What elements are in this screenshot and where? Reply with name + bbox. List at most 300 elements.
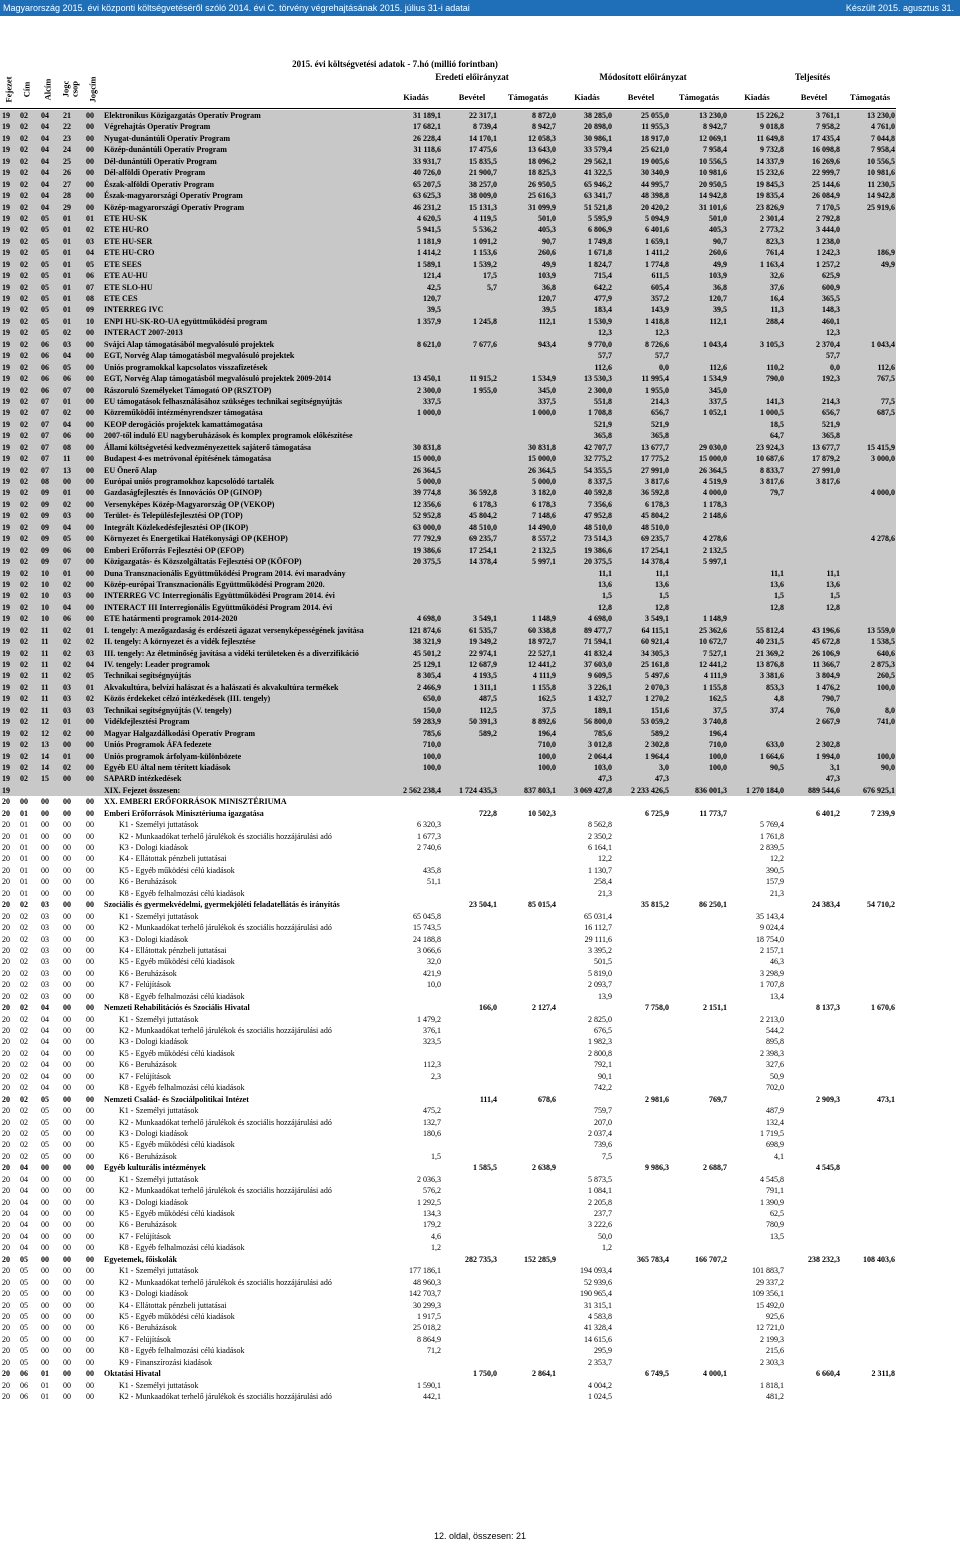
value-cell: 25 362,6 bbox=[699, 625, 727, 635]
code-cell: 02 bbox=[20, 900, 28, 910]
code-cell: 00 bbox=[63, 934, 71, 944]
table-title: 2015. évi költségvetési adatok - 7.hó (millió forintban) bbox=[292, 59, 498, 69]
value-cell: 43 196,6 bbox=[812, 625, 840, 635]
value-cell: 5 873,5 bbox=[588, 1174, 612, 1184]
value-cell: 3 298,9 bbox=[760, 968, 784, 978]
code-cell: 02 bbox=[63, 671, 71, 681]
code-cell: 07 bbox=[86, 282, 94, 292]
code-cell: 02 bbox=[20, 717, 28, 727]
table-row bbox=[0, 202, 896, 213]
item-name-cell: ETE határmenti programok 2014-2020 bbox=[104, 614, 238, 624]
code-cell: 00 bbox=[86, 1311, 94, 1321]
value-cell: 57,7 bbox=[598, 351, 612, 361]
code-cell: 00 bbox=[41, 820, 49, 830]
value-cell: 761,4 bbox=[766, 248, 784, 258]
value-cell: 1 994,0 bbox=[816, 751, 840, 761]
table-row bbox=[0, 1254, 896, 1265]
value-cell: 13,5 bbox=[770, 1231, 784, 1241]
table-row bbox=[0, 773, 896, 784]
value-cell: 63 341,7 bbox=[584, 191, 612, 201]
code-cell: 07 bbox=[41, 396, 49, 406]
code-cell: 00 bbox=[63, 980, 71, 990]
table-row bbox=[0, 247, 896, 258]
code-cell: 19 bbox=[2, 465, 10, 475]
item-name-cell: Egyéb kulturális intézmények bbox=[104, 1163, 206, 1173]
value-cell: 32,0 bbox=[427, 957, 441, 967]
item-name-cell: Integrált Közlekedésfejlesztési OP (IKOP) bbox=[104, 522, 249, 532]
value-cell: 8 892,6 bbox=[532, 717, 556, 727]
value-cell: 589,2 bbox=[479, 728, 497, 738]
value-cell: 11,1 bbox=[826, 568, 840, 578]
code-cell: 04 bbox=[86, 660, 94, 669]
table-row bbox=[0, 350, 896, 361]
code-cell: 00 bbox=[86, 728, 94, 738]
value-cell: 8 739,4 bbox=[473, 122, 497, 132]
value-cell: 65 045,8 bbox=[413, 911, 441, 921]
value-cell: 15 232,6 bbox=[756, 168, 784, 178]
code-cell: 04 bbox=[41, 156, 49, 166]
value-cell: 605,4 bbox=[651, 282, 669, 292]
code-cell: 05 bbox=[20, 1346, 28, 1356]
code-cell: 00 bbox=[41, 1300, 49, 1310]
value-cell: 345,0 bbox=[538, 385, 556, 395]
code-cell: 00 bbox=[86, 1037, 94, 1047]
value-cell: 110,2 bbox=[766, 362, 784, 372]
value-cell: 39,5 bbox=[542, 305, 556, 315]
code-cell: 00 bbox=[86, 1094, 94, 1104]
item-name-cell: Nyugat-dunántúli Operatív Program bbox=[104, 133, 231, 143]
value-cell: 1 585,5 bbox=[473, 1163, 497, 1173]
code-cell: 20 bbox=[2, 1128, 10, 1138]
value-cell: 7 958,4 bbox=[871, 145, 895, 155]
code-cell: 24 bbox=[63, 145, 71, 155]
code-cell: 00 bbox=[86, 431, 94, 441]
value-cell: 11 995,4 bbox=[641, 374, 669, 384]
code-cell: 19 bbox=[2, 534, 10, 544]
item-name-cell: Gazdaságfejlesztés és Innovációs OP (GINOP) bbox=[104, 488, 262, 498]
code-cell: 00 bbox=[86, 1209, 94, 1218]
code-cell: 05 bbox=[20, 1266, 28, 1276]
value-cell: 26 364,5 bbox=[699, 465, 727, 475]
item-name-cell: Közös érdekeket célzó intézkedések (III. tengely) bbox=[104, 694, 271, 704]
value-cell: 1 000,0 bbox=[532, 408, 556, 418]
value-cell: 1 982,3 bbox=[588, 1037, 612, 1047]
value-cell: 1 955,0 bbox=[473, 385, 497, 395]
code-cell: 01 bbox=[20, 843, 28, 852]
value-cell: 27 991,0 bbox=[641, 465, 669, 475]
value-cell: 48 510,0 bbox=[641, 522, 669, 532]
code-cell: 02 bbox=[20, 991, 28, 1001]
code-cell: 00 bbox=[86, 1071, 94, 1081]
code-cell: 00 bbox=[86, 945, 94, 955]
value-cell: 8 726,6 bbox=[645, 339, 669, 349]
value-cell: 1 163,4 bbox=[760, 259, 784, 269]
code-cell: 01 bbox=[20, 854, 28, 864]
value-cell: 13,6 bbox=[770, 579, 784, 589]
item-name-cell: Technikai segítségnyújtás (V. tengely) bbox=[104, 705, 232, 715]
value-cell: 1 917,5 bbox=[417, 1311, 441, 1321]
code-cell: 02 bbox=[20, 442, 28, 452]
table-row bbox=[0, 1082, 896, 1093]
value-cell: 1 774,8 bbox=[645, 259, 669, 269]
value-cell: 32 775,2 bbox=[584, 454, 612, 464]
table-row bbox=[0, 1219, 896, 1230]
code-cell: 02 bbox=[20, 1106, 28, 1116]
table-row bbox=[0, 1014, 896, 1025]
code-cell: 01 bbox=[86, 213, 94, 223]
value-cell: 103,0 bbox=[594, 762, 612, 772]
code-cell: 00 bbox=[86, 545, 94, 555]
value-cell: 25 144,6 bbox=[812, 179, 840, 189]
code-cell: 00 bbox=[63, 1163, 71, 1173]
item-name-cell: Akvakultúra, belvízi halászat és a halászati és akvakultúra termékek bbox=[104, 682, 339, 692]
table-row bbox=[0, 110, 896, 121]
value-cell: 47,3 bbox=[598, 774, 612, 784]
column-header-jogcim: Jogcím bbox=[87, 76, 98, 102]
item-name-cell: INTERACT III Interregionális Együttműködési Program 2014. évi bbox=[104, 602, 333, 612]
code-cell: 04 bbox=[20, 1186, 28, 1196]
column-header-alcim: Alcím bbox=[42, 78, 53, 100]
value-cell: 13 677,7 bbox=[812, 442, 840, 452]
value-cell: 37,6 bbox=[770, 282, 784, 292]
code-cell: 02 bbox=[20, 454, 28, 464]
code-cell: 02 bbox=[20, 694, 28, 704]
table-row bbox=[0, 842, 896, 853]
value-cell: 13,6 bbox=[598, 579, 612, 589]
page-footer: 12. oldal, összesen: 21 bbox=[433, 1531, 527, 1541]
code-cell: 20 bbox=[2, 1014, 10, 1024]
code-cell: 07 bbox=[41, 431, 49, 441]
item-name-cell: K6 - Beruházások bbox=[119, 1220, 177, 1230]
item-name-cell: Uniós programok árfolyam-különbözete bbox=[104, 751, 242, 761]
value-cell: 8 942,7 bbox=[532, 122, 556, 132]
item-name-cell: Végrehajtás Operatív Program bbox=[104, 122, 211, 132]
code-cell: 02 bbox=[20, 499, 28, 509]
table-row bbox=[0, 1288, 896, 1299]
value-cell: 26 084,9 bbox=[812, 191, 840, 201]
item-name-cell: Terület- és Településfejlesztési OP (TOP) bbox=[104, 511, 243, 521]
code-cell: 02 bbox=[86, 225, 94, 235]
table-row bbox=[0, 1208, 896, 1219]
item-name-cell: K2 - Munkaadókat terhelő járulékok és szociális hozzájárulási adó bbox=[119, 923, 332, 933]
table-row bbox=[0, 831, 896, 842]
code-cell: 00 bbox=[86, 1140, 94, 1150]
code-cell: 02 bbox=[20, 168, 28, 178]
code-cell: 00 bbox=[86, 374, 94, 384]
value-cell: 54 355,5 bbox=[584, 465, 612, 475]
value-cell: 1 534,9 bbox=[532, 374, 556, 384]
value-cell: 15 000,0 bbox=[413, 454, 441, 464]
value-cell: 26 228,4 bbox=[413, 133, 441, 143]
value-cell: 742,2 bbox=[594, 1083, 612, 1093]
value-cell: 180,6 bbox=[423, 1128, 441, 1138]
code-cell: 09 bbox=[41, 545, 49, 555]
table-row bbox=[0, 1059, 896, 1070]
value-cell: 30 831,8 bbox=[413, 442, 441, 452]
code-cell: 19 bbox=[2, 762, 10, 772]
code-cell: 00 bbox=[63, 1243, 71, 1253]
item-name-cell: K6 - Beruházások bbox=[119, 877, 177, 887]
value-cell: 2 839,5 bbox=[760, 843, 784, 852]
table-row bbox=[0, 968, 896, 979]
value-cell: 90,7 bbox=[542, 236, 556, 246]
value-cell: 33 931,7 bbox=[413, 156, 441, 166]
value-cell: 10 981,6 bbox=[699, 168, 727, 178]
value-cell: 18,5 bbox=[770, 419, 784, 429]
code-cell: 10 bbox=[41, 602, 49, 612]
value-cell: 14 490,0 bbox=[528, 522, 556, 532]
value-cell: 642,2 bbox=[594, 282, 612, 292]
code-cell: 00 bbox=[41, 831, 49, 841]
value-cell: 51 521,8 bbox=[584, 202, 612, 212]
code-cell: 04 bbox=[41, 1014, 49, 1024]
value-cell: 189,1 bbox=[594, 705, 612, 715]
code-cell: 06 bbox=[41, 351, 49, 361]
value-cell: 2 875,3 bbox=[871, 660, 895, 669]
code-cell: 04 bbox=[41, 1048, 49, 1058]
value-cell: 166,0 bbox=[479, 1003, 497, 1013]
created-date: Készült 2015. agusztus 31. bbox=[845, 3, 954, 13]
value-cell: 2 398,3 bbox=[760, 1048, 784, 1058]
code-cell: 00 bbox=[63, 831, 71, 841]
value-cell: 90,5 bbox=[770, 762, 784, 772]
value-cell: 1 708,8 bbox=[588, 408, 612, 418]
code-cell: 20 bbox=[2, 888, 10, 898]
code-cell: 01 bbox=[63, 305, 71, 315]
code-cell: 10 bbox=[41, 591, 49, 601]
code-cell: 02 bbox=[86, 637, 94, 647]
item-name-cell: K1 - Személyi juttatások bbox=[119, 911, 199, 921]
code-cell: 00 bbox=[63, 1220, 71, 1230]
value-cell: 1 153,6 bbox=[473, 248, 497, 258]
value-cell: 722,8 bbox=[479, 808, 497, 818]
value-cell: 759,7 bbox=[594, 1106, 612, 1116]
table-row bbox=[0, 133, 896, 144]
code-cell: 04 bbox=[41, 1026, 49, 1035]
code-cell: 00 bbox=[63, 854, 71, 864]
value-cell: 2 800,8 bbox=[588, 1048, 612, 1058]
value-cell: 47,3 bbox=[826, 774, 840, 784]
value-cell: 2 302,8 bbox=[816, 740, 840, 750]
code-cell: 02 bbox=[20, 328, 28, 338]
value-cell: 45 804,2 bbox=[641, 511, 669, 521]
code-cell: 02 bbox=[63, 648, 71, 658]
code-cell: 19 bbox=[2, 682, 10, 692]
value-cell: 13,4 bbox=[770, 991, 784, 1001]
value-cell: 42 707,7 bbox=[584, 442, 612, 452]
code-cell: 02 bbox=[20, 1003, 28, 1013]
value-cell: 1,5 bbox=[659, 591, 669, 601]
table-row bbox=[0, 236, 896, 247]
value-cell: 4,1 bbox=[774, 1151, 784, 1161]
code-cell: 03 bbox=[41, 968, 49, 978]
value-cell: 214,3 bbox=[822, 396, 840, 406]
code-cell: 06 bbox=[63, 545, 71, 555]
code-cell: 02 bbox=[20, 762, 28, 772]
value-cell: 780,9 bbox=[766, 1220, 784, 1230]
code-cell: 20 bbox=[2, 1106, 10, 1116]
code-cell: 00 bbox=[86, 808, 94, 818]
code-cell: 00 bbox=[86, 1083, 94, 1093]
value-cell: 4,8 bbox=[774, 694, 784, 704]
table-row bbox=[0, 476, 896, 487]
code-cell: 19 bbox=[2, 431, 10, 441]
value-cell: 14 615,6 bbox=[584, 1334, 612, 1344]
code-cell: 02 bbox=[20, 923, 28, 933]
value-cell: 6 178,3 bbox=[473, 499, 497, 509]
value-cell: 7 958,4 bbox=[703, 145, 727, 155]
code-cell: 09 bbox=[41, 557, 49, 567]
code-cell: 00 bbox=[41, 1346, 49, 1356]
code-cell: 04 bbox=[20, 1243, 28, 1253]
code-cell: 02 bbox=[20, 934, 28, 944]
table-row bbox=[0, 1094, 896, 1105]
code-cell: 05 bbox=[41, 1128, 49, 1138]
value-cell: 2 093,7 bbox=[588, 980, 612, 990]
value-cell: 57,7 bbox=[655, 351, 669, 361]
value-cell: 31 315,1 bbox=[584, 1300, 612, 1310]
code-cell: 19 bbox=[2, 145, 10, 155]
item-name-cell: Rászoruló Személyeket Támogató OP (RSZTOP) bbox=[104, 385, 272, 395]
value-cell: 365,8 bbox=[651, 431, 669, 441]
value-cell: 3 226,1 bbox=[588, 682, 612, 692]
code-cell: 06 bbox=[86, 271, 94, 281]
code-cell: 19 bbox=[2, 202, 10, 212]
value-cell: 2 157,1 bbox=[760, 945, 784, 955]
item-name-cell: K7 - Felújítások bbox=[119, 1071, 171, 1081]
value-cell: 30 986,1 bbox=[584, 133, 612, 143]
code-cell: 02 bbox=[20, 396, 28, 406]
item-name-cell: EGT, Norvég Alap támogatásból megvalósuló projektek bbox=[104, 351, 295, 361]
code-cell: 10 bbox=[41, 614, 49, 624]
item-name-cell: Nemzeti Rehabilitációs és Szociális Hivatal bbox=[104, 1003, 250, 1013]
code-cell: 00 bbox=[63, 1369, 71, 1379]
code-cell: 19 bbox=[2, 374, 10, 384]
value-cell: 48 510,0 bbox=[469, 522, 497, 532]
code-cell: 02 bbox=[20, 465, 28, 475]
code-cell: 00 bbox=[86, 980, 94, 990]
value-cell: 10 502,3 bbox=[528, 808, 556, 818]
table-row bbox=[0, 1048, 896, 1059]
value-cell: 37 603,0 bbox=[584, 660, 612, 669]
value-cell: 35 815,2 bbox=[641, 900, 669, 910]
code-cell: 19 bbox=[2, 328, 10, 338]
code-cell: 20 bbox=[2, 1392, 10, 1401]
value-cell: 177 186,1 bbox=[409, 1266, 441, 1276]
code-cell: 02 bbox=[20, 271, 28, 281]
value-cell: 38 321,9 bbox=[413, 637, 441, 647]
value-cell: 4 761,0 bbox=[871, 122, 895, 132]
code-cell: 20 bbox=[2, 1037, 10, 1047]
value-cell: 5 094,9 bbox=[645, 213, 669, 223]
value-cell: 2 688,7 bbox=[703, 1163, 727, 1173]
code-cell: 00 bbox=[86, 1117, 94, 1127]
value-cell: 55 812,4 bbox=[756, 625, 784, 635]
code-cell: 00 bbox=[86, 957, 94, 967]
value-cell: 190 965,4 bbox=[580, 1289, 612, 1299]
item-name-cell: K7 - Felújítások bbox=[119, 980, 171, 990]
code-cell: 04 bbox=[20, 1220, 28, 1230]
code-cell: 19 bbox=[2, 271, 10, 281]
item-name-cell: K3 - Dologi kiadások bbox=[119, 1289, 189, 1299]
code-cell: 10 bbox=[86, 316, 94, 326]
code-cell: 02 bbox=[63, 625, 71, 635]
value-cell: 150,0 bbox=[423, 705, 441, 715]
code-cell: 00 bbox=[86, 557, 94, 567]
item-name-cell: K5 - Egyéb működési célú kiadások bbox=[119, 1048, 235, 1058]
value-cell: 1 052,1 bbox=[703, 408, 727, 418]
table-row bbox=[0, 728, 896, 739]
code-cell: 00 bbox=[63, 740, 71, 750]
value-cell: 15 131,3 bbox=[469, 202, 497, 212]
value-cell: 8 305,4 bbox=[417, 671, 441, 681]
value-cell: 4 583,8 bbox=[588, 1311, 612, 1321]
code-cell: 06 bbox=[20, 1392, 28, 1401]
code-cell: 04 bbox=[63, 419, 71, 429]
value-cell: 14 378,4 bbox=[641, 557, 669, 567]
value-cell: 10 981,6 bbox=[867, 168, 895, 178]
code-cell: 02 bbox=[20, 1140, 28, 1150]
value-cell: 1 749,8 bbox=[588, 236, 612, 246]
code-cell: 00 bbox=[63, 820, 71, 830]
table-row bbox=[0, 453, 896, 464]
value-cell: 46 231,2 bbox=[413, 202, 441, 212]
code-cell: 19 bbox=[2, 785, 10, 795]
value-cell: 678,6 bbox=[538, 1094, 556, 1104]
code-cell: 00 bbox=[86, 385, 94, 395]
item-name-cell: ETE SLO-HU bbox=[104, 282, 153, 292]
subcol-header: Kiadás bbox=[403, 92, 429, 102]
code-cell: 00 bbox=[86, 1300, 94, 1310]
value-cell: 13 230,0 bbox=[867, 111, 895, 120]
value-cell: 36 592,8 bbox=[469, 488, 497, 498]
value-cell: 1 670,6 bbox=[871, 1003, 895, 1013]
item-name-cell: K5 - Egyéb működési célú kiadások bbox=[119, 865, 235, 875]
code-cell: 19 bbox=[2, 477, 10, 486]
table-row bbox=[0, 636, 896, 647]
item-name-cell: ETE SEES bbox=[104, 259, 142, 269]
code-cell: 19 bbox=[2, 728, 10, 738]
code-cell: 00 bbox=[86, 1254, 94, 1264]
code-cell: 00 bbox=[63, 945, 71, 955]
value-cell: 18 917,0 bbox=[641, 133, 669, 143]
value-cell: 2 303,3 bbox=[760, 1357, 784, 1367]
table-row bbox=[0, 1242, 896, 1253]
value-cell: 21 369,2 bbox=[756, 648, 784, 658]
value-cell: 29 337,2 bbox=[756, 1277, 784, 1287]
code-cell: 00 bbox=[86, 122, 94, 132]
value-cell: 710,0 bbox=[709, 740, 727, 750]
value-cell: 327,6 bbox=[766, 1060, 784, 1070]
code-cell: 02 bbox=[63, 579, 71, 589]
value-cell: 20 950,5 bbox=[699, 179, 727, 189]
table-row bbox=[0, 853, 896, 864]
code-cell: 20 bbox=[2, 1334, 10, 1344]
value-cell: 141,3 bbox=[766, 396, 784, 406]
value-cell: 6 725,9 bbox=[645, 808, 669, 818]
code-cell: 02 bbox=[20, 648, 28, 658]
item-name-cell: Európai uniós programokhoz kapcsolódó tartalék bbox=[104, 477, 275, 486]
value-cell: 151,6 bbox=[651, 705, 669, 715]
value-cell: 25 616,3 bbox=[528, 191, 556, 201]
code-cell: 20 bbox=[2, 1003, 10, 1013]
value-cell: 7 677,6 bbox=[473, 339, 497, 349]
item-name-cell: K3 - Dologi kiadások bbox=[119, 843, 189, 852]
code-cell: 00 bbox=[86, 843, 94, 852]
code-cell: 01 bbox=[63, 213, 71, 223]
value-cell: 77,5 bbox=[881, 396, 895, 406]
code-cell: 19 bbox=[2, 419, 10, 429]
